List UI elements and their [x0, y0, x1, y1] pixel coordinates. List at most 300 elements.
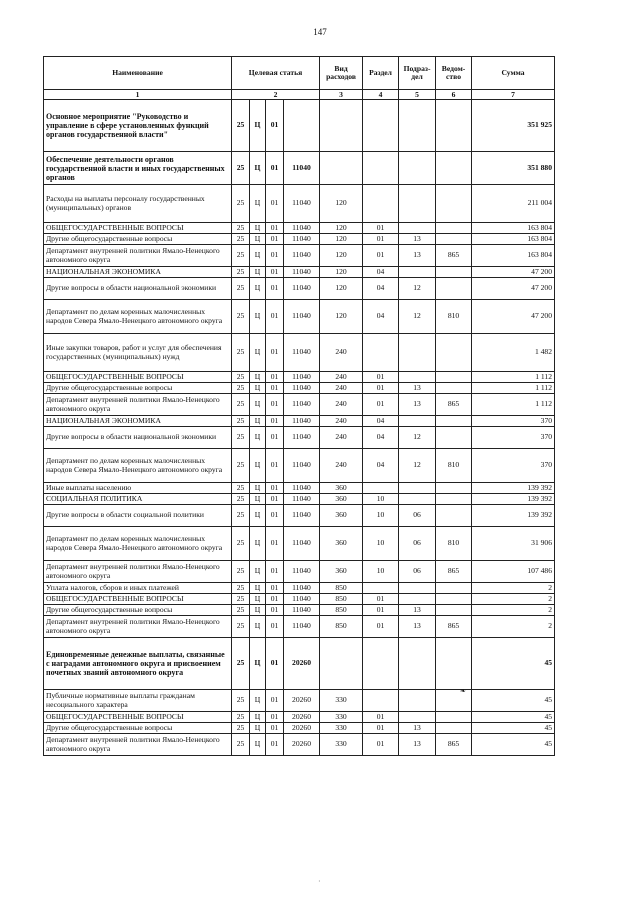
subsection-code: 13 [399, 234, 436, 245]
group-code: 01 [266, 245, 284, 267]
department-code [436, 483, 472, 494]
group-code: 01 [266, 561, 284, 583]
direction-code: 11040 [284, 300, 320, 334]
expense-type-code: 240 [320, 372, 363, 383]
header-row [44, 57, 555, 90]
group-code: 01 [266, 505, 284, 527]
header-target-article: Целевая статья [232, 57, 320, 90]
letter-code: Ц [250, 152, 266, 185]
row-sum: 2 [472, 583, 555, 594]
row-name: Публичные нормативные выплаты гражданам несоциального характера [44, 690, 232, 712]
letter-code: Ц [250, 494, 266, 505]
row-sum: 31 906 [472, 527, 555, 561]
department-code [436, 152, 472, 185]
section-code: 01 [363, 723, 399, 734]
subsection-code [399, 416, 436, 427]
section-code: 10 [363, 561, 399, 583]
row-sum: 139 392 [472, 494, 555, 505]
department-code: 810 [436, 449, 472, 483]
section-code: 04 [363, 427, 399, 449]
group-code: 01 [266, 416, 284, 427]
column-number: 7 [472, 90, 555, 100]
row-name: ОБЩЕГОСУДАРСТВЕННЫЕ ВОПРОСЫ [44, 594, 232, 605]
subsection-code: 06 [399, 505, 436, 527]
row-sum: 45 [472, 690, 555, 712]
subsection-code [399, 712, 436, 723]
row-name: НАЦИОНАЛЬНАЯ ЭКОНОМИКА [44, 416, 232, 427]
letter-code: Ц [250, 416, 266, 427]
department-code [436, 100, 472, 152]
row-sum: 47 200 [472, 300, 555, 334]
row-name: ОБЩЕГОСУДАРСТВЕННЫЕ ВОПРОСЫ [44, 372, 232, 383]
expense-type-code [320, 152, 363, 185]
letter-code: Ц [250, 594, 266, 605]
expense-type-code: 360 [320, 527, 363, 561]
row-name: Единовременные денежные выплаты, связанные с наградами автономного округа и присвоением почетных званий автономного округа [44, 638, 232, 690]
group-code: 01 [266, 152, 284, 185]
row-sum: 45 [472, 734, 555, 756]
department-code [436, 505, 472, 527]
row-name: Другие вопросы в области социальной политики [44, 505, 232, 527]
direction-code: 11040 [284, 185, 320, 223]
subsection-code: 06 [399, 527, 436, 561]
program-code: 25 [232, 416, 250, 427]
subsection-code [399, 638, 436, 690]
subsection-code: 06 [399, 561, 436, 583]
subsection-code: 13 [399, 383, 436, 394]
direction-code: 11040 [284, 245, 320, 267]
program-code: 25 [232, 394, 250, 416]
expense-type-code: 360 [320, 483, 363, 494]
table-row [44, 449, 555, 483]
department-code [436, 185, 472, 223]
letter-code: Ц [250, 723, 266, 734]
expense-type-code: 120 [320, 278, 363, 300]
letter-code: Ц [250, 334, 266, 372]
table-row [44, 505, 555, 527]
direction-code: 11040 [284, 372, 320, 383]
subsection-code [399, 483, 436, 494]
direction-code: 11040 [284, 223, 320, 234]
table-row [44, 416, 555, 427]
letter-code: Ц [250, 583, 266, 594]
expense-type-code [320, 638, 363, 690]
direction-code: 11040 [284, 483, 320, 494]
program-code: 25 [232, 605, 250, 616]
program-code: 25 [232, 234, 250, 245]
group-code: 01 [266, 427, 284, 449]
header-sum: Сумма [472, 57, 555, 90]
letter-code: Ц [250, 561, 266, 583]
direction-code: 11040 [284, 152, 320, 185]
direction-code: 11040 [284, 427, 320, 449]
subsection-code: 12 [399, 300, 436, 334]
expense-type-code: 120 [320, 267, 363, 278]
group-code: 01 [266, 583, 284, 594]
table-row [44, 638, 555, 690]
program-code: 25 [232, 561, 250, 583]
letter-code: Ц [250, 505, 266, 527]
row-sum: 47 200 [472, 278, 555, 300]
table-row [44, 494, 555, 505]
subsection-code: 13 [399, 723, 436, 734]
program-code: 25 [232, 245, 250, 267]
expense-type-code: 360 [320, 505, 363, 527]
expense-type-code: 120 [320, 300, 363, 334]
department-code [436, 372, 472, 383]
expense-type-code: 240 [320, 427, 363, 449]
section-code: 04 [363, 300, 399, 334]
subsection-code [399, 583, 436, 594]
direction-code: 11040 [284, 278, 320, 300]
header-expense-type: Вид расходов [320, 57, 363, 90]
group-code: 01 [266, 267, 284, 278]
row-sum: 2 [472, 616, 555, 638]
table-row [44, 690, 555, 712]
direction-code: 11040 [284, 394, 320, 416]
column-number: 5 [399, 90, 436, 100]
program-code: 25 [232, 690, 250, 712]
expense-type-code: 330 [320, 723, 363, 734]
letter-code: Ц [250, 278, 266, 300]
table-row [44, 605, 555, 616]
expense-type-code: 360 [320, 494, 363, 505]
header-name: Наименование [44, 57, 232, 90]
department-code [436, 605, 472, 616]
letter-code: Ц [250, 483, 266, 494]
row-name: Другие общегосударственные вопросы [44, 605, 232, 616]
department-code: 865 [436, 394, 472, 416]
subsection-code: 13 [399, 734, 436, 756]
table-row [44, 427, 555, 449]
subsection-code [399, 594, 436, 605]
direction-code: 11040 [284, 234, 320, 245]
department-code [436, 278, 472, 300]
direction-code: 20260 [284, 712, 320, 723]
row-sum: 1 112 [472, 383, 555, 394]
row-sum: 107 486 [472, 561, 555, 583]
program-code: 25 [232, 527, 250, 561]
program-code: 25 [232, 583, 250, 594]
section-code: 01 [363, 616, 399, 638]
table-row [44, 483, 555, 494]
group-code: 01 [266, 372, 284, 383]
group-code: 01 [266, 185, 284, 223]
column-number-row [44, 90, 555, 100]
subsection-code: 13 [399, 616, 436, 638]
row-sum: 45 [472, 723, 555, 734]
subsection-code [399, 100, 436, 152]
group-code: 01 [266, 638, 284, 690]
group-code: 01 [266, 605, 284, 616]
section-code: 01 [363, 605, 399, 616]
program-code: 25 [232, 616, 250, 638]
department-code [436, 638, 472, 690]
subsection-code: 12 [399, 427, 436, 449]
section-code [363, 185, 399, 223]
scan-dot: · [318, 877, 321, 886]
row-name: Иные закупки товаров, работ и услуг для обеспечения государственных (муниципальных) нужд [44, 334, 232, 372]
section-code [363, 638, 399, 690]
group-code: 01 [266, 712, 284, 723]
subsection-code: 12 [399, 449, 436, 483]
row-sum: 139 392 [472, 505, 555, 527]
row-sum: 1 482 [472, 334, 555, 372]
letter-code: Ц [250, 223, 266, 234]
page-number: 147 [313, 27, 327, 37]
direction-code: 11040 [284, 505, 320, 527]
department-code: 865 [436, 616, 472, 638]
expense-type-code: 850 [320, 616, 363, 638]
row-name: СОЦИАЛЬНАЯ ПОЛИТИКА [44, 494, 232, 505]
row-sum: 163 804 [472, 234, 555, 245]
letter-code: Ц [250, 734, 266, 756]
budget-table [43, 56, 555, 756]
table-row [44, 734, 555, 756]
letter-code: Ц [250, 245, 266, 267]
row-name: Другие вопросы в области национальной экономики [44, 278, 232, 300]
subsection-code [399, 223, 436, 234]
scan-mark: ❧ [460, 687, 466, 695]
header-section: Раздел [363, 57, 399, 90]
direction-code: 11040 [284, 527, 320, 561]
department-code: 865 [436, 734, 472, 756]
expense-type-code: 120 [320, 245, 363, 267]
subsection-code: 12 [399, 278, 436, 300]
section-code: 01 [363, 734, 399, 756]
section-code [363, 100, 399, 152]
section-code: 10 [363, 505, 399, 527]
program-code: 25 [232, 449, 250, 483]
group-code: 01 [266, 527, 284, 561]
subsection-code [399, 152, 436, 185]
column-number: 1 [44, 90, 232, 100]
subsection-code [399, 372, 436, 383]
row-sum: 370 [472, 449, 555, 483]
row-sum: 370 [472, 416, 555, 427]
group-code: 01 [266, 278, 284, 300]
row-sum: 139 392 [472, 483, 555, 494]
section-code: 01 [363, 245, 399, 267]
direction-code: 11040 [284, 383, 320, 394]
row-name: Департамент внутренней политики Ямало-Ненецкого автономного округа [44, 394, 232, 416]
direction-code: 11040 [284, 605, 320, 616]
expense-type-code: 330 [320, 690, 363, 712]
row-sum: 211 004 [472, 185, 555, 223]
table-row [44, 394, 555, 416]
subsection-code [399, 267, 436, 278]
department-code [436, 416, 472, 427]
department-code [436, 723, 472, 734]
department-code: 810 [436, 527, 472, 561]
department-code [436, 234, 472, 245]
row-name: ОБЩЕГОСУДАРСТВЕННЫЕ ВОПРОСЫ [44, 712, 232, 723]
group-code: 01 [266, 723, 284, 734]
letter-code: Ц [250, 527, 266, 561]
letter-code: Ц [250, 300, 266, 334]
table-body [44, 100, 555, 756]
group-code: 01 [266, 394, 284, 416]
section-code [363, 690, 399, 712]
table-row [44, 300, 555, 334]
column-number: 2 [232, 90, 320, 100]
row-name: Департамент внутренней политики Ямало-Ненецкого автономного округа [44, 245, 232, 267]
group-code: 01 [266, 383, 284, 394]
row-sum: 351 880 [472, 152, 555, 185]
program-code: 25 [232, 372, 250, 383]
header-department: Ведом-ство [436, 57, 472, 90]
row-name: Иные выплаты населению [44, 483, 232, 494]
section-code: 04 [363, 278, 399, 300]
row-sum: 370 [472, 427, 555, 449]
department-code: 865 [436, 245, 472, 267]
letter-code: Ц [250, 605, 266, 616]
direction-code: 20260 [284, 638, 320, 690]
expense-type-code: 850 [320, 605, 363, 616]
section-code [363, 483, 399, 494]
row-name: Уплата налогов, сборов и иных платежей [44, 583, 232, 594]
subsection-code: 13 [399, 605, 436, 616]
program-code: 25 [232, 638, 250, 690]
program-code: 25 [232, 723, 250, 734]
group-code: 01 [266, 100, 284, 152]
group-code: 01 [266, 449, 284, 483]
table-row [44, 616, 555, 638]
program-code: 25 [232, 278, 250, 300]
expense-type-code: 330 [320, 712, 363, 723]
direction-code: 11040 [284, 561, 320, 583]
program-code: 25 [232, 334, 250, 372]
expense-type-code: 120 [320, 185, 363, 223]
row-name: НАЦИОНАЛЬНАЯ ЭКОНОМИКА [44, 267, 232, 278]
program-code: 25 [232, 483, 250, 494]
program-code: 25 [232, 712, 250, 723]
section-code: 01 [363, 223, 399, 234]
letter-code: Ц [250, 267, 266, 278]
subsection-code: 13 [399, 394, 436, 416]
department-code [436, 427, 472, 449]
direction-code: 20260 [284, 734, 320, 756]
group-code: 01 [266, 616, 284, 638]
group-code: 01 [266, 334, 284, 372]
letter-code: Ц [250, 234, 266, 245]
row-sum: 47 200 [472, 267, 555, 278]
direction-code [284, 100, 320, 152]
expense-type-code: 850 [320, 594, 363, 605]
group-code: 01 [266, 594, 284, 605]
group-code: 01 [266, 483, 284, 494]
table-row [44, 583, 555, 594]
group-code: 01 [266, 734, 284, 756]
subsection-code [399, 334, 436, 372]
section-code: 01 [363, 394, 399, 416]
letter-code: Ц [250, 638, 266, 690]
row-sum: 1 112 [472, 394, 555, 416]
section-code: 01 [363, 372, 399, 383]
table-row [44, 278, 555, 300]
row-sum: 163 804 [472, 223, 555, 234]
expense-type-code: 240 [320, 383, 363, 394]
table-row [44, 334, 555, 372]
table-row [44, 527, 555, 561]
row-sum: 2 [472, 594, 555, 605]
row-sum: 163 804 [472, 245, 555, 267]
program-code: 25 [232, 494, 250, 505]
letter-code: Ц [250, 690, 266, 712]
column-number: 6 [436, 90, 472, 100]
section-code: 01 [363, 712, 399, 723]
letter-code: Ц [250, 449, 266, 483]
table-row [44, 594, 555, 605]
program-code: 25 [232, 223, 250, 234]
subsection-code [399, 690, 436, 712]
direction-code: 11040 [284, 583, 320, 594]
section-code: 01 [363, 234, 399, 245]
letter-code: Ц [250, 427, 266, 449]
section-code: 04 [363, 267, 399, 278]
row-name: Другие общегосударственные вопросы [44, 383, 232, 394]
row-name: Другие общегосударственные вопросы [44, 234, 232, 245]
expense-type-code [320, 100, 363, 152]
direction-code: 11040 [284, 449, 320, 483]
department-code: 865 [436, 561, 472, 583]
department-code [436, 690, 472, 712]
letter-code: Ц [250, 185, 266, 223]
letter-code: Ц [250, 383, 266, 394]
program-code: 25 [232, 300, 250, 334]
row-name: Департамент по делам коренных малочисленных народов Севера Ямало-Ненецкого автономного округа [44, 449, 232, 483]
program-code: 25 [232, 383, 250, 394]
row-sum: 45 [472, 638, 555, 690]
row-name: Обеспечение деятельности органов государственной власти и иных государственных органов [44, 152, 232, 185]
expense-type-code: 850 [320, 583, 363, 594]
row-sum: 2 [472, 605, 555, 616]
section-code: 04 [363, 416, 399, 427]
expense-type-code: 330 [320, 734, 363, 756]
group-code: 01 [266, 223, 284, 234]
header-subsection: Подраз-дел [399, 57, 436, 90]
direction-code: 11040 [284, 334, 320, 372]
row-sum: 1 112 [472, 372, 555, 383]
letter-code: Ц [250, 100, 266, 152]
program-code: 25 [232, 505, 250, 527]
section-code: 04 [363, 449, 399, 483]
row-name: Другие общегосударственные вопросы [44, 723, 232, 734]
department-code [436, 494, 472, 505]
section-code [363, 152, 399, 185]
department-code [436, 712, 472, 723]
table-row [44, 185, 555, 223]
program-code: 25 [232, 594, 250, 605]
table-row [44, 383, 555, 394]
expense-type-code: 120 [320, 223, 363, 234]
table-row [44, 723, 555, 734]
direction-code: 20260 [284, 723, 320, 734]
direction-code: 11040 [284, 616, 320, 638]
row-name: Департамент внутренней политики Ямало-Ненецкого автономного округа [44, 561, 232, 583]
subsection-code [399, 185, 436, 223]
section-code: 01 [363, 594, 399, 605]
group-code: 01 [266, 690, 284, 712]
program-code: 25 [232, 100, 250, 152]
program-code: 25 [232, 267, 250, 278]
expense-type-code: 240 [320, 416, 363, 427]
direction-code: 20260 [284, 690, 320, 712]
row-name: Департамент внутренней политики Ямало-Ненецкого автономного округа [44, 616, 232, 638]
department-code: 810 [436, 300, 472, 334]
expense-type-code: 240 [320, 394, 363, 416]
expense-type-code: 120 [320, 234, 363, 245]
